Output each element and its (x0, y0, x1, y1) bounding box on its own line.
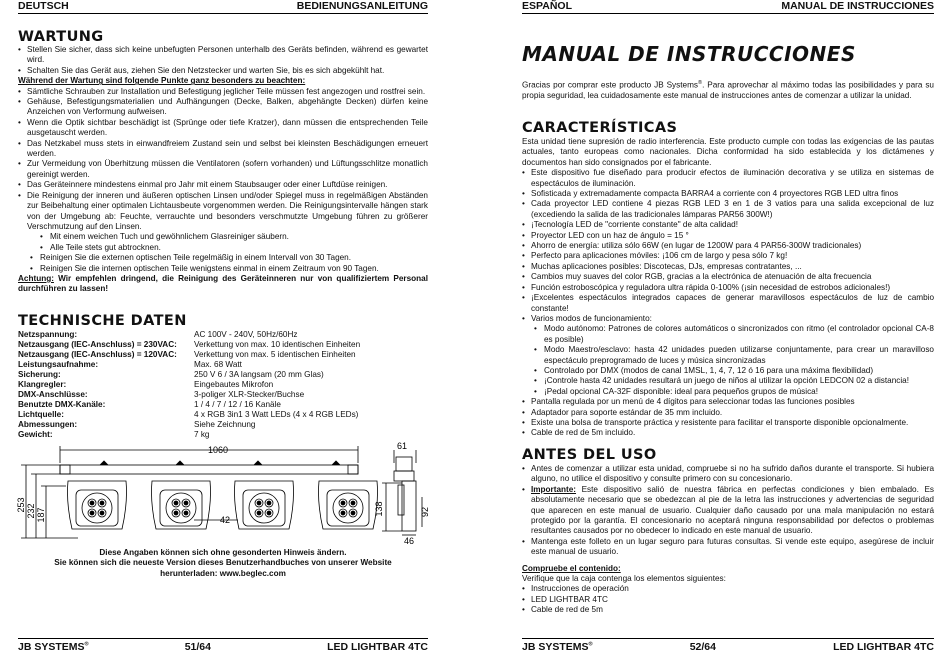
dim-label-138: 138 (374, 501, 384, 517)
list-item: • ¡Tecnología LED de "corriente constante" de alta calidad! (522, 220, 934, 230)
list-item: • Die Reinigung der inneren und äußeren optischen Linsen und/oder Spiegel muss in regelmäßigen Abständen zur Beibehaltung einer optimalen Lichtausbeute vorgenommen werden. Die Reinigungsintervalle hängen stark von der Umgebung ab: Feuchte, verrauchte und besonders verschmutzte Umgebung führen zu größerer Verschmutzung auf den Linsen. (18, 191, 428, 233)
table-row: Lichtquelle: 4 x RGB 3in1 3 Watt LEDs (4 x 4 RGB LEDs) (18, 410, 359, 419)
list-item: • Este dispositivo fue diseñado para producir efectos de iluminación decorativa y se utiliza en sistemas de espectáculos de iluminación. (522, 168, 934, 189)
list-item: • Función estroboscópica y reguladora ultra rápida 0-100% (¡sin necesidad de estrobos adicionales!) (522, 283, 934, 293)
header-language: ESPAÑOL (522, 0, 572, 12)
table-row: Netzausgang (IEC-Anschluss) = 120VAC: Verkettung von max. 5 identischen Einheiten (18, 350, 356, 359)
list-item: • Cambios muy suaves del color RGB, gracias a la electrónica de atenuación de alta frecuencia (522, 272, 934, 282)
list-item: • Modo autónomo: Patrones de colores automáticos o sincronizados con ritmo (el controlador opcional CA-8 es posible) (534, 324, 934, 345)
list-item: • Wenn die Optik sichtbar beschädigt ist (Sprünge oder tiefe Kratzer), dann müssen die entsprechenden Teile ausgetauscht werden. (18, 118, 428, 139)
table-row: Gewicht: 7 kg (18, 430, 210, 439)
page-left (18, 0, 428, 654)
section-title-caracteristicas: CARACTERÍSTICAS (522, 120, 678, 136)
list-item: • Sämtliche Schrauben zur Installation und Befestigung jeglicher Teile müssen fest angezogen und rostfrei sein. (18, 87, 428, 97)
list-item: • Reinigen Sie die externen optischen Teile regelmäßig in einem Intervall von 30 Tagen. (30, 253, 428, 263)
list-item: • Importante: Este dispositivo salió de nuestra fábrica en perfectas condiciones y bien embalado. Es absolutamente necesario que se obedezcan al pie de la letra las instrucciones y advertencias de seguridad que aparecen en este manual de usuario. Cualquier daño causado por una mala manipulación no estará protegido por la garantía. El concesionario no aceptará ninguna responsabilidad por defectos o problemas resultantes causados por no obedecer lo indicado en este manual de usuario. (522, 485, 934, 537)
table-row: DMX-Anschlüsse: 3-poliger XLR-Stecker/Buchse (18, 390, 305, 399)
caracteristicas-body (522, 137, 934, 439)
footer-product: LED LIGHTBAR 4TC (327, 641, 428, 653)
table-row: Abmessungen: Siehe Zeichnung (18, 420, 256, 429)
list-item: • Das Netzkabel muss stets in einwandfreiem Zustand sein und selbst bei kleinsten Beschädigungen erneuert werden. (18, 139, 428, 160)
list-item: • Varios modos de funcionamiento: (522, 314, 934, 324)
list-item: • Schalten Sie das Gerät aus, ziehen Sie den Netzstecker und warten Sie, bis es sich abgekühlt hat. (18, 66, 428, 76)
page-number: 52/64 (689, 641, 716, 653)
footer-product: LED LIGHTBAR 4TC (833, 641, 934, 653)
list-item: • Perfecto para aplicaciones móviles: ¡106 cm de largo y pesa sólo 7 kg! (522, 251, 934, 261)
list-item: • Existe una bolsa de transporte práctica y resistente para facilitar el transporte disponible opcionalmente. (522, 418, 934, 428)
table-row: Klangregler: Eingebautes Mikrofon (18, 380, 274, 389)
dim-label-1060: 1060 (207, 445, 229, 455)
list-item: • Muchas aplicaciones posibles: Discotecas, DJs, empresas contratantes, ... (522, 262, 934, 272)
page-title: MANUAL DE INSTRUCCIONES (522, 42, 856, 66)
footer-brand: JB SYSTEMS® (522, 641, 593, 653)
header-title: MANUAL DE INSTRUCCIONES (781, 0, 934, 12)
intro-paragraph: Gracias por comprar este producto JB Systems®. Para aprovechar al máximo todas las posibilidades y para su propia seguridad, lea cuidadosamente este manual de instrucciones antes de comenzar a utilizar la unidad. (522, 80, 934, 101)
list-item: • LED LIGHTBAR 4TC (522, 595, 934, 605)
list-item: • Cable de red de 5m incluido. (522, 428, 934, 438)
list-item: • Mantenga este folleto en un lugar seguro para futuras consultas. Si vende este equipo, asegúrese de incluir este manual de usuario. (522, 537, 934, 558)
list-item: • Reinigen Sie die internen optischen Teile wenigstens einmal in einem Zeitraum von 90 Tagen. (30, 264, 428, 274)
page-header (18, 0, 428, 14)
list-item: • Zur Vermeidung von Überhitzung müssen die Ventilatoren (sofern vorhanden) und Lüftungsschlitze monatlich gereinigt werden. (18, 159, 428, 180)
table-row: Leistungsaufnahme: Max. 68 Watt (18, 360, 242, 369)
list-item: • Adaptador para soporte estándar de 35 mm incluido. (522, 408, 934, 418)
section-title-technische-daten: TECHNISCHE DATEN (18, 313, 187, 329)
wartung-heading: Während der Wartung sind folgende Punkte ganz besonders zu beachten: (18, 76, 306, 86)
antes-body (522, 464, 934, 616)
list-item: • Antes de comenzar a utilizar esta unidad, compruebe si no ha sufrido daños durante el transporte. Si hubiera alguno, no utilice el dispositivo y consulte primero con su concesionario. (522, 464, 934, 485)
page-header (522, 0, 934, 14)
list-item: • Stellen Sie sicher, dass sich keine unbefugten Personen unterhalb des Geräts befinden, während es gewartet wird. (18, 45, 428, 66)
list-item: • Instrucciones de operación (522, 584, 934, 594)
list-item: • Sofisticada y extremadamente compacta BARRA4 a corriente con 4 proyectores RGB LED ultra finos (522, 189, 934, 199)
list-item: • ¡Pedal opcional CA-32F disponible: ideal para pequeños grupos de música! (534, 387, 934, 397)
dim-label-46: 46 (403, 536, 415, 546)
page-footer (522, 638, 934, 653)
header-language: DEUTSCH (18, 0, 69, 12)
table-row: Sicherung: 250 V 6 / 3A langsam (20 mm Glas) (18, 370, 324, 379)
wartung-body (18, 45, 428, 295)
list-item: • Ahorro de energía: utiliza sólo 66W (en lugar de 1200W para 4 PAR56-300W tradicionales) (522, 241, 934, 251)
footer-brand: JB SYSTEMS® (18, 641, 89, 653)
list-item: • Modo Maestro/esclavo: hasta 42 unidades pueden utilizarse conjuntamente, para crear un maravilloso espectáculo preprogramado de luces y música sincronizadas (534, 345, 934, 366)
page-right (522, 0, 934, 654)
table-row: Benutzte DMX-Kanäle: 1 / 4 / 7 / 12 / 16 Kanäle (18, 400, 281, 409)
table-row: Netzspannung: AC 100V - 240V, 50Hz/60Hz (18, 330, 298, 339)
contenido-text: Verifique que la caja contenga los elementos siguientes: (522, 574, 726, 584)
dim-label-187: 187 (36, 507, 46, 523)
list-item: • Cable de red de 5m (522, 605, 934, 615)
disclaimer-note: Diese Angaben können sich ohne gesonderten Hinweis ändern. Sie können sich die neueste Version dieses Benutzerhandbuches von unserer Website herunterladen: www.beglec.com (54, 548, 392, 578)
list-item: • ¡Excelentes espectáculos integrados capaces de generar maravillosos espectáculos de luz de cambio constante! (522, 293, 934, 314)
dim-label-253: 253 (16, 497, 26, 513)
dimension-drawing (18, 443, 428, 546)
table-row: Netzausgang (IEC-Anschluss) = 230VAC: Verkettung von max. 10 identischen Einheiten (18, 340, 361, 349)
list-item: • Gehäuse, Befestigungsmaterialien und Aufhängungen (Decke, Balken, abgehängte Decken) dürfen keine Anzeichen von Verformung aufweisen. (18, 97, 428, 118)
contenido-heading: Compruebe el contenido: (522, 563, 621, 573)
section-title-wartung: WARTUNG (18, 29, 104, 45)
dim-label-61: 61 (396, 441, 408, 451)
dim-label-42: 42 (219, 515, 231, 525)
achtung-label: Achtung: (18, 273, 54, 283)
list-item: • Controlado por DMX (modos de canal 1MSL, 1, 4, 7, 12 ó 16 para una máxima flexibilidad) (534, 366, 934, 376)
caracteristicas-intro: Esta unidad tiene supresión de radio interferencia. Este producto cumple con todas las exigencias de las pautas actuales, tanto europeas como nacionales. Dicha conformidad ha sido establecida y los dictámenes y documentos han sido consignados por el fabricante. (522, 137, 934, 167)
page-footer (18, 638, 428, 653)
list-item: • Das Geräteinnere mindestens einmal pro Jahr mit einem Staubsauger oder einer Luftdüse reinigen. (18, 180, 428, 190)
list-item: • Mit einem weichen Tuch und gewöhnlichem Glasreiniger säubern. (40, 232, 428, 242)
list-item: • Proyector LED con un haz de ángulo = 15 ° (522, 231, 934, 241)
achtung-text: Wir empfehlen dringend, die Reinigung des Geräteinneren nur von qualifiziertem Personal durchführen zu lassen! (18, 273, 428, 294)
dim-label-232: 232 (26, 503, 36, 519)
section-title-antes-del-uso: ANTES DEL USO (522, 447, 657, 463)
list-item: • Pantalla regulada por un menú de 4 dígitos para seleccionar todas las funciones posibles (522, 397, 934, 407)
list-item: • ¡Controle hasta 42 unidades resultará un juego de niños al utilizar la opción LEDCON 02 a distancia! (534, 376, 934, 386)
dim-label-92: 92 (420, 506, 430, 518)
spec-table (18, 330, 428, 440)
page-number: 51/64 (184, 641, 211, 653)
list-item: • Alle Teile stets gut abtrocknen. (40, 243, 428, 253)
list-item: • Cada proyector LED contiene 4 piezas RGB LED 3 en 1 de 3 vatios para una salida excepcional de luz (excediendo la salida de las tradicionales lámparas PAR56 300W!) (522, 199, 934, 220)
header-title: BEDIENUNGSANLEITUNG (296, 0, 428, 12)
